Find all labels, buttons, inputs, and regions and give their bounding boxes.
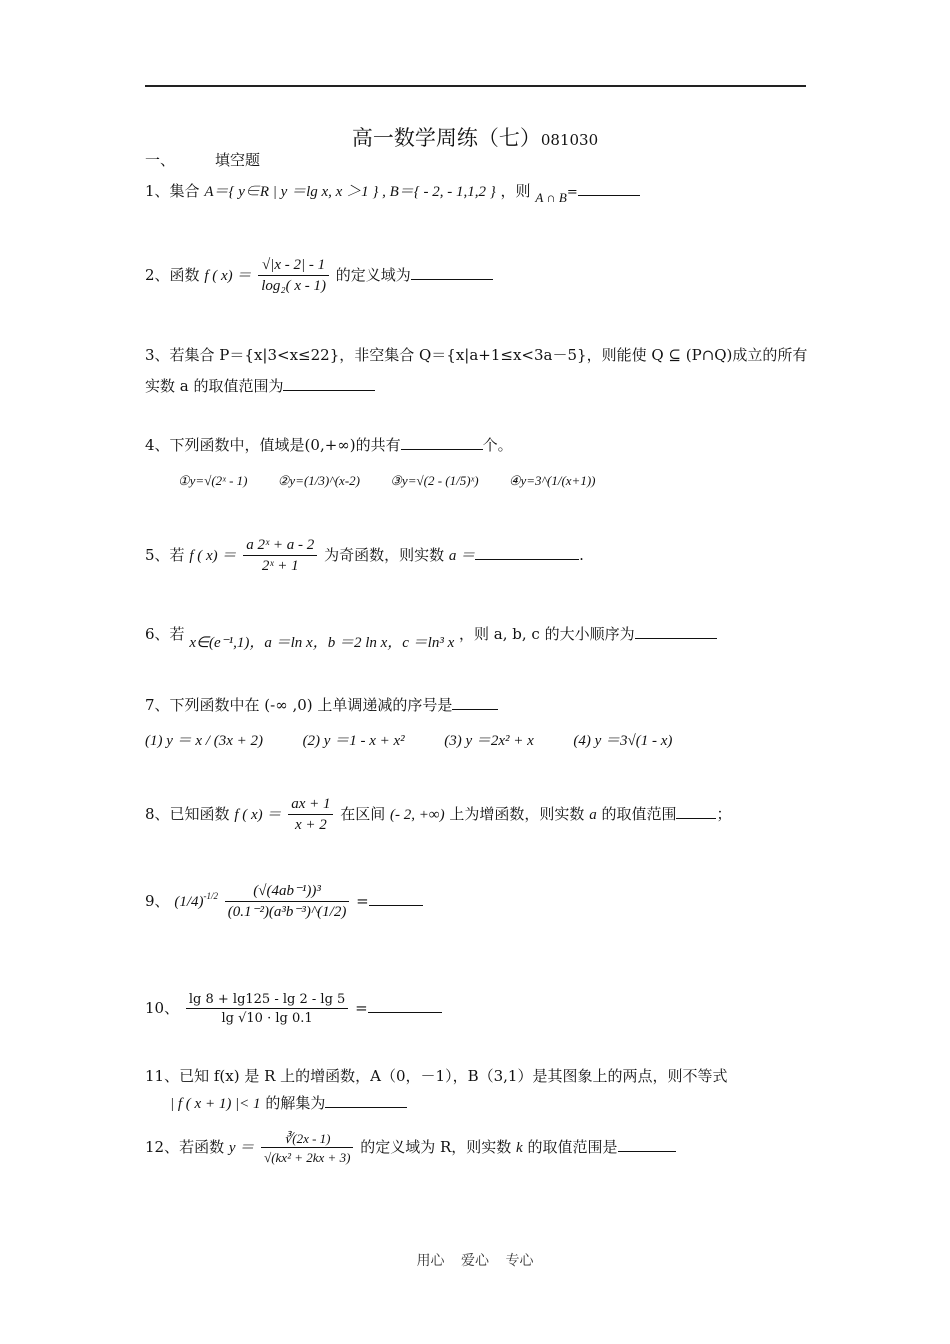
q5-variable: a ＝ — [448, 548, 476, 564]
q6-text: ，则 a, b, c 的大小顺序为 — [459, 625, 635, 643]
question-9 — [145, 884, 423, 920]
q10-number: 10、 — [145, 999, 180, 1017]
question-3-line-2 — [145, 378, 375, 394]
q2-denominator: log₂( x - 1) — [258, 275, 329, 294]
header-rule — [145, 85, 806, 87]
question-4-options — [178, 474, 595, 488]
footer-text-3: 专心 — [505, 1253, 534, 1269]
question-3-line-1 — [145, 348, 807, 363]
q7-option-1: (1) y ＝ x / (3x + 2) — [145, 733, 263, 749]
title-code: 081030 — [540, 131, 599, 149]
q8-numerator: ax + 1 — [291, 796, 331, 812]
q9-denominator: (0.1⁻²)(a³b⁻³)^(1/2) — [225, 901, 350, 920]
question-1 — [145, 183, 640, 204]
q10-fraction — [186, 993, 348, 1025]
answer-blank-2[interactable] — [411, 267, 493, 280]
q7-text: 7、下列函数中在 (-∞ ,0) 上单调递减的序号是 — [145, 696, 453, 714]
answer-blank-12[interactable] — [618, 1139, 676, 1152]
q8-fraction — [288, 797, 333, 833]
q1-intersection: A ∩ B — [535, 190, 567, 205]
q8-variable: a — [589, 807, 597, 823]
question-12 — [145, 1132, 676, 1164]
q4-option-3: ③y=√(2 - (1/5)ˣ) — [390, 473, 479, 488]
q10-numerator: lg 8 + lg125 - lg 2 - lg 5 — [188, 992, 346, 1007]
q8-denominator: x + 2 — [288, 814, 333, 833]
answer-blank-6[interactable] — [635, 626, 717, 639]
answer-blank-7[interactable] — [452, 697, 498, 710]
q12-tail: 的取值范围是 — [527, 1138, 618, 1156]
q10-denominator: lg √10 · lg 0.1 — [186, 1008, 348, 1025]
section-number: 一、 — [145, 151, 176, 169]
q2-function: f ( x) ＝ — [204, 268, 252, 284]
q5-end: . — [579, 546, 584, 564]
q12-number: 12、若函数 — [145, 1138, 225, 1156]
q4-text: 4、下列函数中，值域是(0,+∞)的共有 — [145, 436, 401, 454]
q2-text: 的定义域为 — [335, 266, 411, 284]
answer-blank-3[interactable] — [283, 378, 375, 391]
q1-sets: A＝{ y∈R | y ＝lg x, x ＞1 } , B＝{ - 2, - 1,1,2 } — [204, 184, 496, 200]
q9-fraction — [225, 884, 350, 920]
q9-numerator: (√(4ab⁻¹))³ — [253, 883, 321, 899]
q5-numerator: a 2ˣ + a - 2 — [246, 537, 315, 553]
q5-function: f ( x) ＝ — [189, 548, 237, 564]
q12-numerator: ∛(2x - 1) — [283, 1131, 331, 1146]
q12-fraction — [261, 1132, 353, 1164]
q8-text-3: 的取值范围 — [601, 805, 677, 823]
footer-text-2: 爱心 — [461, 1253, 489, 1269]
page-footer — [0, 1250, 950, 1270]
q10-equals: = — [355, 999, 368, 1017]
q11-text-1: 11、已知 f(x) 是 R 上的增函数，A（0，－1），B（3,1）是其图象上的两点，则不等式 — [145, 1067, 728, 1085]
section-heading — [145, 153, 260, 168]
answer-blank-5[interactable] — [475, 547, 579, 560]
q8-text-1: 在区间 — [340, 805, 386, 823]
q3-text-1: 3、若集合 P＝{x|3<x≤22}，非空集合 Q＝{x|a+1≤x<3a－5}，则能使 Q ⊆ (P∩Q)成立的所有 — [145, 346, 808, 364]
q6-conditions: x∈(e⁻¹,1)，a ＝ln x，b ＝2 ln x，c ＝ln³ x — [189, 635, 455, 651]
q12-text: 的定义域为 R，则实数 — [360, 1138, 512, 1156]
q2-number: 2、函数 — [145, 266, 200, 284]
answer-blank-4[interactable] — [401, 437, 483, 450]
q8-text-2: 上为增函数，则实数 — [449, 805, 585, 823]
q11-text-2: 的解集为 — [265, 1094, 326, 1112]
q8-end: ； — [716, 805, 732, 823]
title-text: 高一数学周练（七） — [351, 126, 541, 150]
question-6 — [145, 626, 717, 651]
q1-number: 1、集合 — [145, 182, 200, 200]
section-title: 填空题 — [215, 151, 261, 169]
q6-number: 6、若 — [145, 625, 185, 643]
answer-blank-9[interactable] — [369, 893, 423, 906]
q2-fraction — [258, 258, 329, 294]
q9-number: 9、 — [145, 892, 170, 910]
q5-number: 5、若 — [145, 546, 185, 564]
q5-fraction — [243, 538, 317, 574]
question-8 — [145, 797, 732, 833]
q1-equals: = — [566, 185, 578, 200]
q4-option-2: ②y=(1/3)^(x-2) — [277, 473, 360, 488]
q12-denominator: √(kx² + 2kx + 3) — [261, 1147, 353, 1164]
q12-function: y ＝ — [228, 1140, 255, 1156]
question-10 — [145, 993, 442, 1025]
question-11-line-2 — [170, 1095, 407, 1112]
page-title — [0, 122, 950, 152]
q5-text: 为奇函数，则实数 — [324, 546, 445, 564]
q5-denominator: 2ˣ + 1 — [243, 555, 317, 574]
q8-number: 8、已知函数 — [145, 805, 230, 823]
q4-option-4: ④y=3^(1/(x+1)) — [508, 473, 596, 488]
q9-equals: = — [356, 892, 369, 910]
question-7 — [145, 697, 498, 713]
question-5 — [145, 538, 584, 574]
question-4 — [145, 437, 513, 453]
answer-blank-11[interactable] — [325, 1095, 407, 1108]
q4-tail: 个。 — [482, 436, 513, 454]
footer-text-1: 用心 — [416, 1253, 445, 1269]
question-2 — [145, 258, 493, 294]
q9-base: (1/4) — [174, 894, 204, 910]
answer-blank-10[interactable] — [368, 1000, 442, 1013]
q9-exponent: -1/2 — [203, 891, 218, 901]
q3-text-2: 实数 a 的取值范围为 — [145, 377, 284, 395]
q11-inequality: | f ( x + 1) |< 1 — [170, 1096, 261, 1112]
q2-numerator: √|x - 2| - 1 — [262, 257, 326, 273]
q12-variable: k — [516, 1140, 523, 1156]
answer-blank-8[interactable] — [676, 806, 716, 819]
q1-text: ，则 — [500, 182, 531, 200]
q7-option-2: (2) y ＝1 - x + x² — [302, 733, 405, 749]
answer-blank-1[interactable] — [578, 183, 640, 196]
question-11-line-1 — [145, 1069, 727, 1084]
q8-function: f ( x) ＝ — [234, 807, 282, 823]
q8-interval: (- 2, +∞) — [390, 807, 445, 823]
q4-option-1: ①y=√(2ˣ - 1) — [178, 473, 248, 488]
q7-option-3: (3) y ＝2x² + x — [444, 733, 534, 749]
q7-option-4: (4) y ＝3√(1 - x) — [573, 733, 673, 749]
question-7-options — [145, 733, 672, 749]
